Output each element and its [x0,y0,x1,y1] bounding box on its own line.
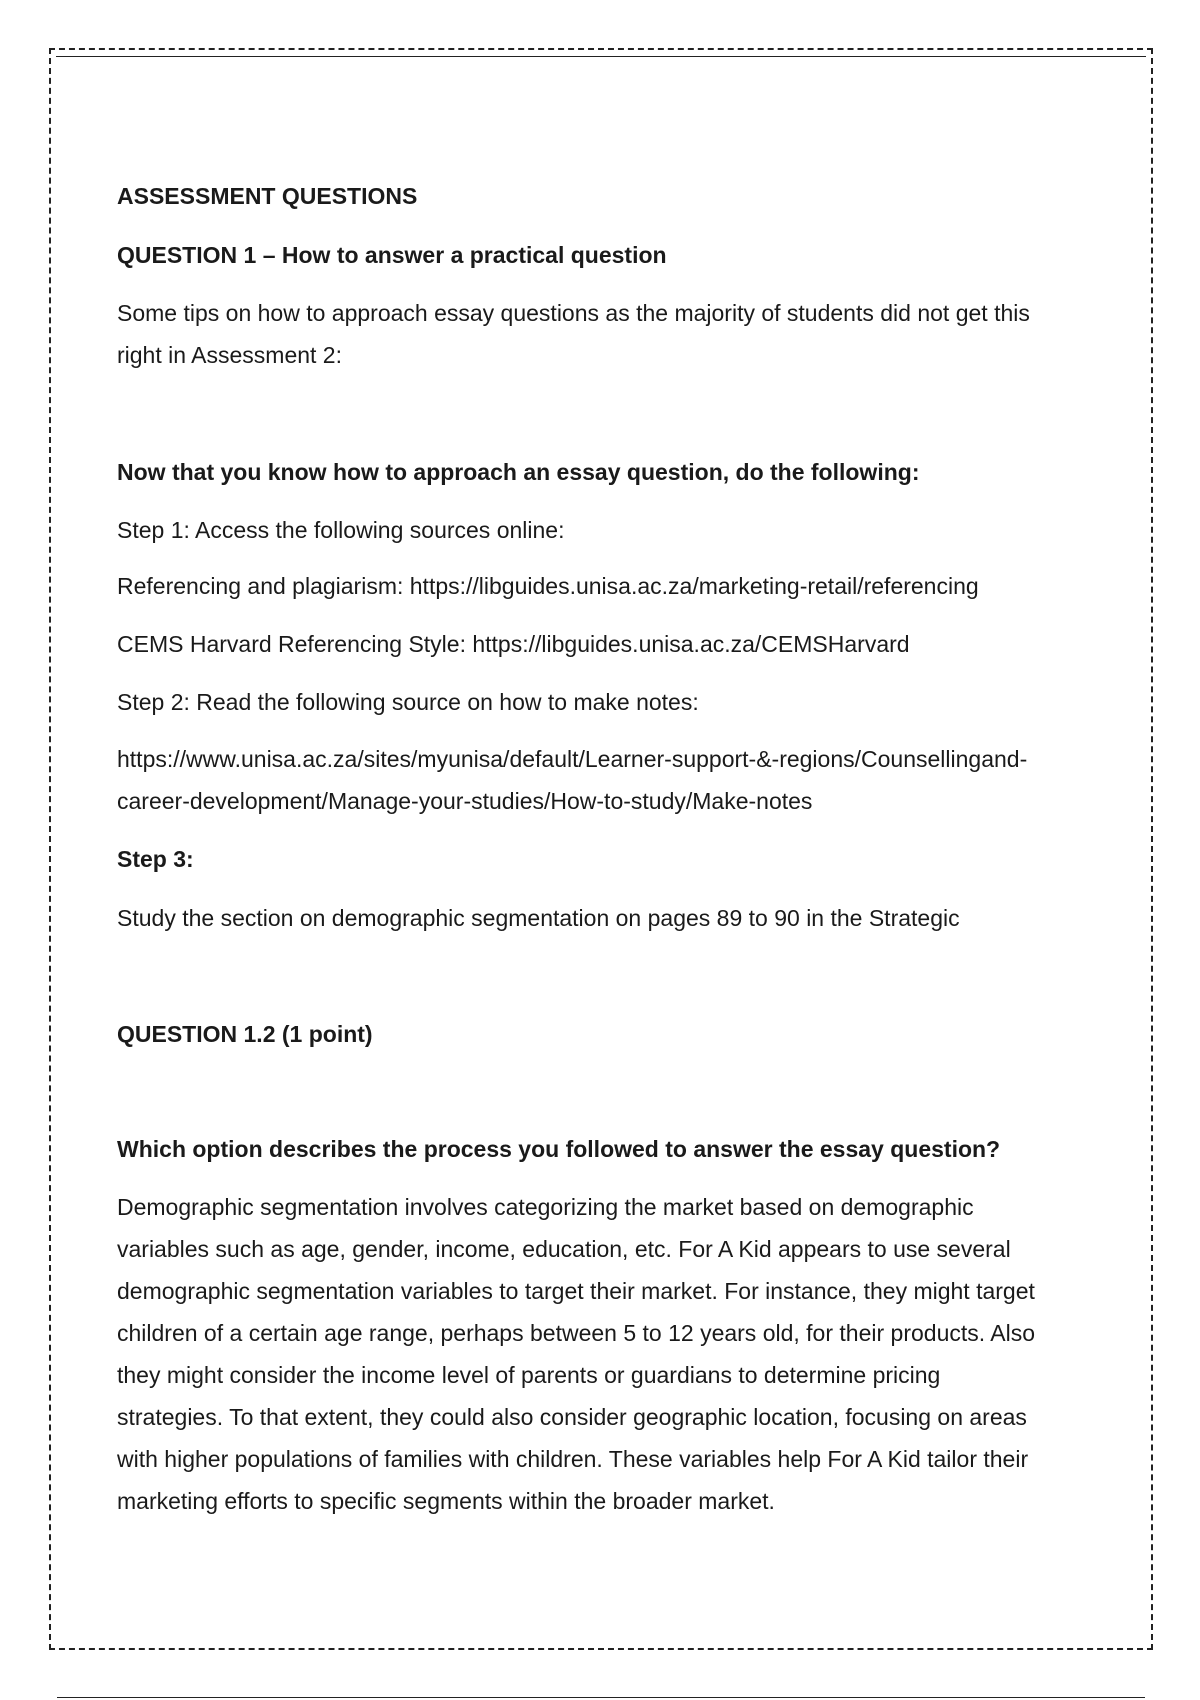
answer-line: strategies. To that extent, they could also consider geographic location, focusing on areas [117,1404,1027,1430]
notes-url-line-1: https://www.unisa.ac.za/sites/myunisa/default/Learner-support-&-regions/Counsellingand- [117,746,1028,772]
step-2: Step 2: Read the following source on how to make notes: [117,689,699,715]
question-1-2-prompt: Which option describes the process you followed to answer the essay question? [117,1136,1001,1162]
answer-line: children of a certain age range, perhaps between 5 to 12 years old, for their products. Also [117,1320,1036,1346]
source-referencing-link: Referencing and plagiarism: https://libguides.unisa.ac.za/marketing-retail/referencing [117,573,979,599]
source-cems-link: CEMS Harvard Referencing Style: https://libguides.unisa.ac.za/CEMSHarvard [117,631,910,657]
notes-url-line-2: career-development/Manage-your-studies/How-to-study/Make-notes [117,788,813,814]
step-3: Step 3: [117,846,194,872]
question-1-2-title: QUESTION 1.2 (1 point) [117,1021,373,1047]
answer-line: they might consider the income level of parents or guardians to determine pricing [117,1362,941,1388]
bottom-rule [57,1697,1145,1698]
assessment-heading: ASSESSMENT QUESTIONS [117,183,418,209]
question-1-title: QUESTION 1 – How to answer a practical question [117,242,667,268]
answer-paragraph [117,1186,1097,1522]
step-1: Step 1: Access the following sources online: [117,517,565,543]
tips-line-2: right in Assessment 2: [117,342,342,368]
answer-line: with higher populations of families with children. These variables help For A Kid tailor their [117,1446,1029,1472]
answer-line: demographic segmentation variables to target their market. For instance, they might target [117,1278,1035,1304]
answer-line: Demographic segmentation involves categorizing the market based on demographic [117,1194,974,1220]
step-3-text: Study the section on demographic segmentation on pages 89 to 90 in the Strategic [117,905,960,931]
answer-line: marketing efforts to specific segments within the broader market. [117,1488,775,1514]
instruction-heading: Now that you know how to approach an essay question, do the following: [117,459,920,485]
answer-line: variables such as age, gender, income, education, etc. For A Kid appears to use several [117,1236,1011,1262]
tips-line-1: Some tips on how to approach essay questions as the majority of students did not get this [117,300,1030,326]
page-border-top-rule [56,56,1146,57]
